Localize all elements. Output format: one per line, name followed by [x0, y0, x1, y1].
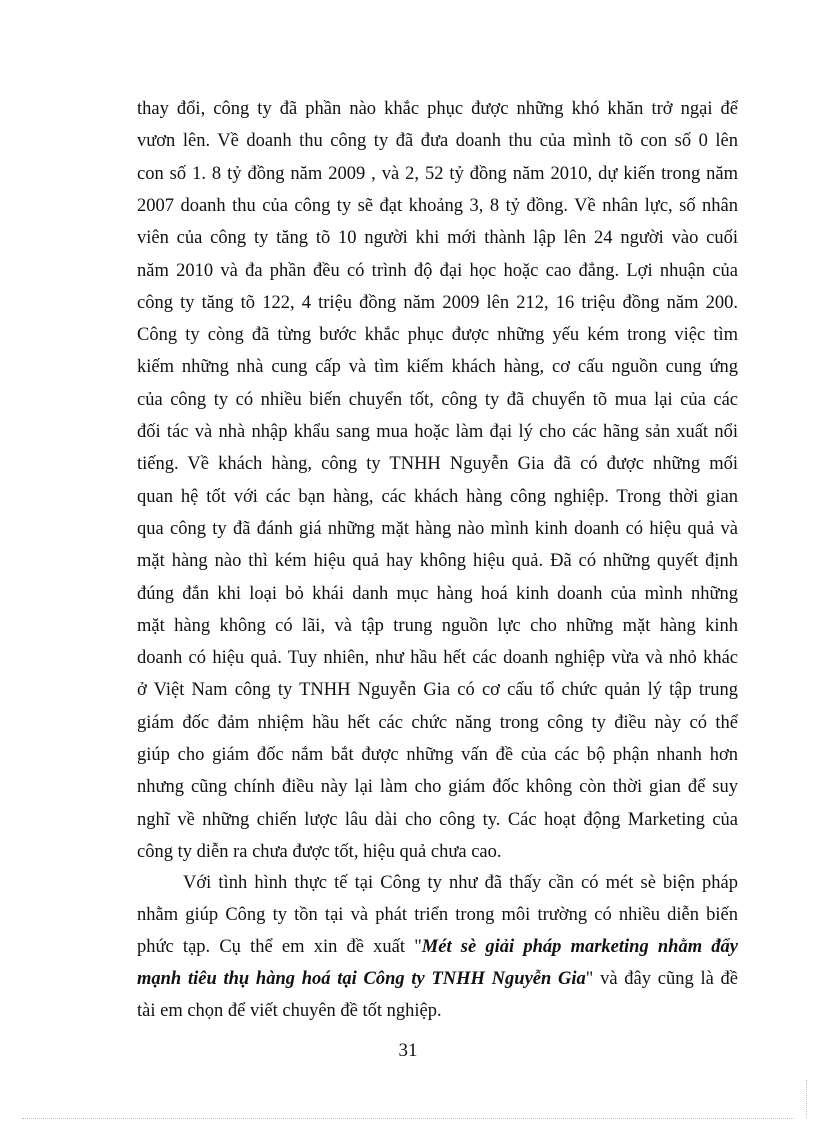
paragraph-line: doanh có hiệu quả. Tuy nhiên, như hầu hết các doanh nghiệp vừa và nhỏ khác	[137, 648, 738, 668]
paragraph-line: vươn lên. Về doanh thu công ty đã đưa doanh thu của mình tõ con số 0 lên	[137, 131, 738, 151]
paragraph-line: Với tình hình thực tế tại Công ty như đã thấy cần có mét sè biện pháp	[183, 873, 738, 893]
paragraph-line: 2007 doanh thu của công ty sẽ đạt khoảng 3, 8 tỷ đồng. Về nhân lực, số nhân	[137, 196, 738, 216]
paragraph-line: Công ty còng đã từng bước khắc phục được những yếu kém trong việc tìm	[137, 325, 738, 345]
paragraph-line: công ty tăng tõ 122, 4 triệu đồng năm 2009 lên 212, 16 triệu đồng năm 200.	[137, 293, 738, 313]
paragraph-line: ở Việt Nam công ty TNHH Nguyễn Gia có cơ cấu tổ chức quản lý tập trung	[137, 680, 738, 700]
paragraph-line: mặt hàng nào thì kém hiệu quả hay không hiệu quả. Đã có những quyết định	[137, 551, 738, 571]
paragraph-line: của công ty có nhiều biến chuyển tốt, công ty đã chuyển tõ mua lại của các	[137, 390, 738, 410]
paragraph-line: con số 1. 8 tỷ đồng năm 2009 , và 2, 52 tỷ đồng năm 2010, dự kiến trong năm	[137, 164, 738, 184]
paragraph-line: kiếm những nhà cung cấp và tìm kiếm khách hàng, cơ cấu nguồn cung ứng	[137, 357, 738, 377]
paragraph-line	[137, 967, 738, 991]
page-number: 31	[398, 1040, 418, 1061]
paragraph-line: mặt hàng không có lãi, và tập trung nguồn lực cho những mặt hàng kinh	[137, 616, 738, 636]
proposal-intro-text: phức tạp. Cụ thể em xin đề xuất "	[137, 937, 422, 957]
paragraph-line: năm 2010 và đa phần đều có trình độ đại học hoặc cao đẳng. Lợi nhuận của	[137, 261, 738, 281]
paragraph-line: giúp cho giám đốc nắm bắt được những vấn đề của các bộ phận nhanh hơn	[137, 745, 738, 765]
proposal-closing-text: " và đây cũng là đề	[585, 969, 738, 989]
topic-title-part-1: Mét sè giải pháp marketing nhằm đẩy	[421, 937, 738, 957]
paragraph-line: đối tác và nhà nhập khẩu sang mua hoặc làm đại lý cho các hãng sản xuất nổi	[137, 422, 738, 442]
paragraph-line: qua công ty đã đánh giá những mặt hàng nào mình kinh doanh có hiệu quả và	[137, 519, 738, 539]
paragraph-line: thay đổi, công ty đã phần nào khắc phục được những khó khăn trở ngại để	[137, 99, 738, 119]
paragraph-line	[137, 935, 738, 959]
page-border-bottom	[22, 1118, 794, 1119]
paragraph-line: đúng đắn khi loại bỏ khái danh mục hàng hoá kinh doanh của mình những	[137, 584, 738, 604]
paragraph-line: công ty diễn ra chưa được tốt, hiệu quả chưa cao.	[137, 842, 502, 862]
paragraph-line: tài em chọn để viết chuyên đề tốt nghiệp.	[137, 1001, 442, 1021]
topic-title-part-2: mạnh tiêu thụ hàng hoá tại Công ty TNHH Nguyễn Gia	[137, 969, 586, 989]
paragraph-line: nhằm giúp Công ty tồn tại và phát triển trong môi trường có nhiều diễn biến	[137, 905, 738, 925]
paragraph-line: tiếng. Về khách hàng, công ty TNHH Nguyễn Gia đã có được những mối	[137, 454, 738, 474]
paragraph-line: giám đốc đảm nhiệm hầu hết các chức năng trong công ty điều này có thể	[137, 713, 738, 733]
paragraph-line: nhưng cũng chính điều này lại làm cho giám đốc không còn thời gian để suy	[137, 777, 738, 797]
paragraph-line: nghĩ về những chiến lược lâu dài cho công ty. Các hoạt động Marketing của	[137, 810, 738, 830]
paragraph-line: viên của công ty tăng tõ 10 người khi mới thành lập lên 24 người vào cuối	[137, 228, 738, 248]
page-border-right	[806, 1080, 807, 1118]
paragraph-line: quan hệ tốt với các bạn hàng, các khách hàng công nghiệp. Trong thời gian	[137, 487, 738, 507]
